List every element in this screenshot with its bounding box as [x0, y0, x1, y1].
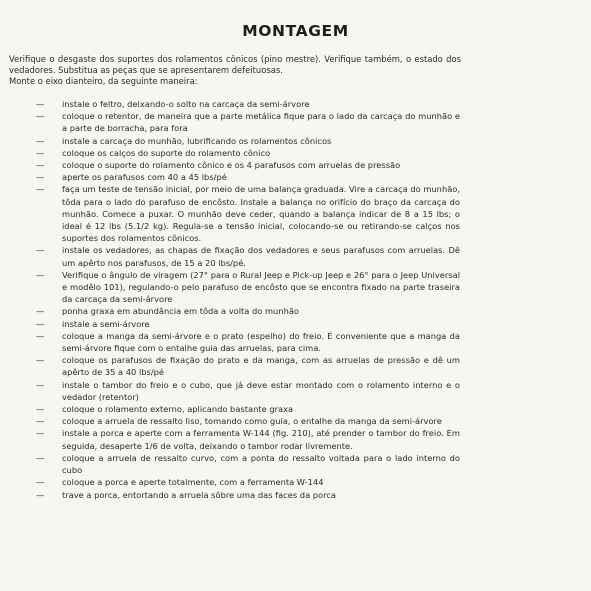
list-item	[36, 452, 460, 476]
step-text: aperte os parafusos com 40 a 45 lbs/pé	[62, 172, 227, 183]
step-text: instale a carcaça do munhão, lubrificando os rolamentos cônicos	[62, 135, 332, 146]
step-text: Verifique o ângulo de viragem (27° para o Rural Jeep e Pick-up Jeep e 26° para o Jeep Universal e modêlo 101), regulando-o pelo parafuso de encôsto que se encontra fixado na parte traseira da carcaça da semi-árvore	[62, 269, 460, 305]
assembly-steps-list	[36, 98, 460, 501]
dash-bullet: —	[36, 452, 45, 463]
dash-bullet: —	[36, 489, 45, 500]
step-text: coloque a porca e aperte totalmente, com a ferramenta W-144	[62, 477, 324, 488]
dash-bullet: —	[36, 477, 45, 488]
list-item	[36, 415, 460, 427]
dash-bullet: —	[36, 111, 45, 122]
dash-bullet: —	[36, 318, 45, 329]
step-text: coloque a arruela de ressalto liso, tomando como guia, o entalhe da manga da semi-árvore	[62, 416, 442, 427]
dash-bullet: —	[36, 355, 45, 366]
list-item	[36, 110, 460, 134]
dash-bullet: —	[36, 428, 45, 439]
list-item	[36, 403, 460, 415]
step-text: coloque a manga da semi-árvore e o prato (espelho) do freio. É conveniente que a manga da semi-árvore fique com o entalhe guia das arruelas, para cima.	[62, 330, 460, 354]
list-item	[36, 427, 460, 451]
list-item	[36, 171, 460, 183]
step-text: coloque o rolamento externo, aplicando bastante graxa	[62, 404, 294, 415]
intro-paragraph: Verifique o desgaste dos suportes dos rolamentos cônicos (pino mestre). Verifique também, o estado dos vedadores. Substitua as peças que se apresentarem defeituosas.	[9, 54, 461, 75]
dash-bullet: —	[36, 99, 45, 109]
dash-bullet: —	[36, 416, 45, 427]
dash-bullet: —	[36, 172, 45, 183]
step-text: faça um teste de tensão inicial, por meio de uma balança graduada. Vire a carcaça do munhão, tôda para o lado do parafuso de encôsto. Instale a balança no orifício do braço da carcaça do munhão. Comece a puxar. O munhão deve ceder, quando a balança indicar de 8 a 15 lbs; o ideal é 12 lbs (5.1/2 kg). Regula-se a tensão inicial, colocando-se ou retirando-se calços nos suportes dos rolamentos cônicos.	[62, 184, 460, 244]
intro-text	[9, 54, 461, 87]
list-item	[36, 147, 460, 159]
step-text: ponha graxa em abundância em tôda a volta do munhão	[62, 306, 299, 317]
intro-lead-in: Monte o eixo dianteiro, da seguinte maneira:	[9, 76, 198, 86]
step-text: coloque o retentor, de maneira que a parte metálica fique para o lado da carcaça do munhão e a parte de borracha, para fora	[62, 111, 460, 134]
dash-bullet: —	[36, 306, 45, 317]
step-text: coloque a arruela de ressalto curvo, com a ponta do ressalto voltada para o lado interno do cubo	[62, 452, 460, 476]
dash-bullet: —	[36, 160, 45, 171]
list-item	[36, 318, 460, 330]
dash-bullet: —	[36, 404, 45, 415]
step-text: instale os vedadores, as chapas de fixação dos vedadores e seus parafusos com arruelas. Dê um apêrto nos parafusos, de 15 a 20 lbs/pé.	[62, 245, 460, 268]
dash-bullet: —	[36, 147, 45, 158]
step-text: instale o feltro, deixando-o solto na carcaça da semi-árvore	[62, 99, 310, 109]
dash-bullet: —	[36, 184, 45, 195]
list-item	[36, 489, 460, 501]
step-text: coloque os parafusos de fixação do prato e da manga, com as arruelas de pressão e dê um apêrto de 35 a 40 lbs/pé	[62, 355, 460, 378]
list-item	[36, 183, 460, 244]
step-text: instale a porca e aperte com a ferramenta W-144 (fig. 210), até prender o tambor do freio. Em seguida, desaperte 1/6 de volta, deixando o tambor rodar livremente.	[62, 428, 460, 451]
page-title: MONTAGEM	[242, 22, 349, 40]
list-item	[36, 159, 460, 171]
list-item	[36, 379, 460, 403]
step-text: trave a porca, entortando a arruela sôbre uma das faces da porca	[62, 489, 337, 500]
list-item	[36, 269, 460, 306]
step-text: instale o tambor do freio e o cubo, que já deve estar montado com o rolamento interno e o vedador (retentor)	[62, 379, 460, 402]
list-item	[36, 305, 460, 317]
dash-bullet: —	[36, 135, 45, 146]
list-item	[36, 244, 460, 268]
step-text: coloque os calços do suporte do rolamento cônico	[62, 147, 271, 158]
dash-bullet: —	[36, 330, 45, 341]
list-item	[36, 98, 460, 110]
dash-bullet: —	[36, 379, 45, 390]
list-item	[36, 330, 460, 354]
step-text: coloque o suporte do rolamento cônico e os 4 parafusos com arruelas de pressão	[62, 160, 401, 171]
step-text: instale a semi-árvore	[62, 318, 150, 329]
dash-bullet: —	[36, 245, 45, 256]
list-item	[36, 476, 460, 488]
dash-bullet: —	[36, 269, 45, 280]
list-item	[36, 135, 460, 147]
list-item	[36, 354, 460, 378]
